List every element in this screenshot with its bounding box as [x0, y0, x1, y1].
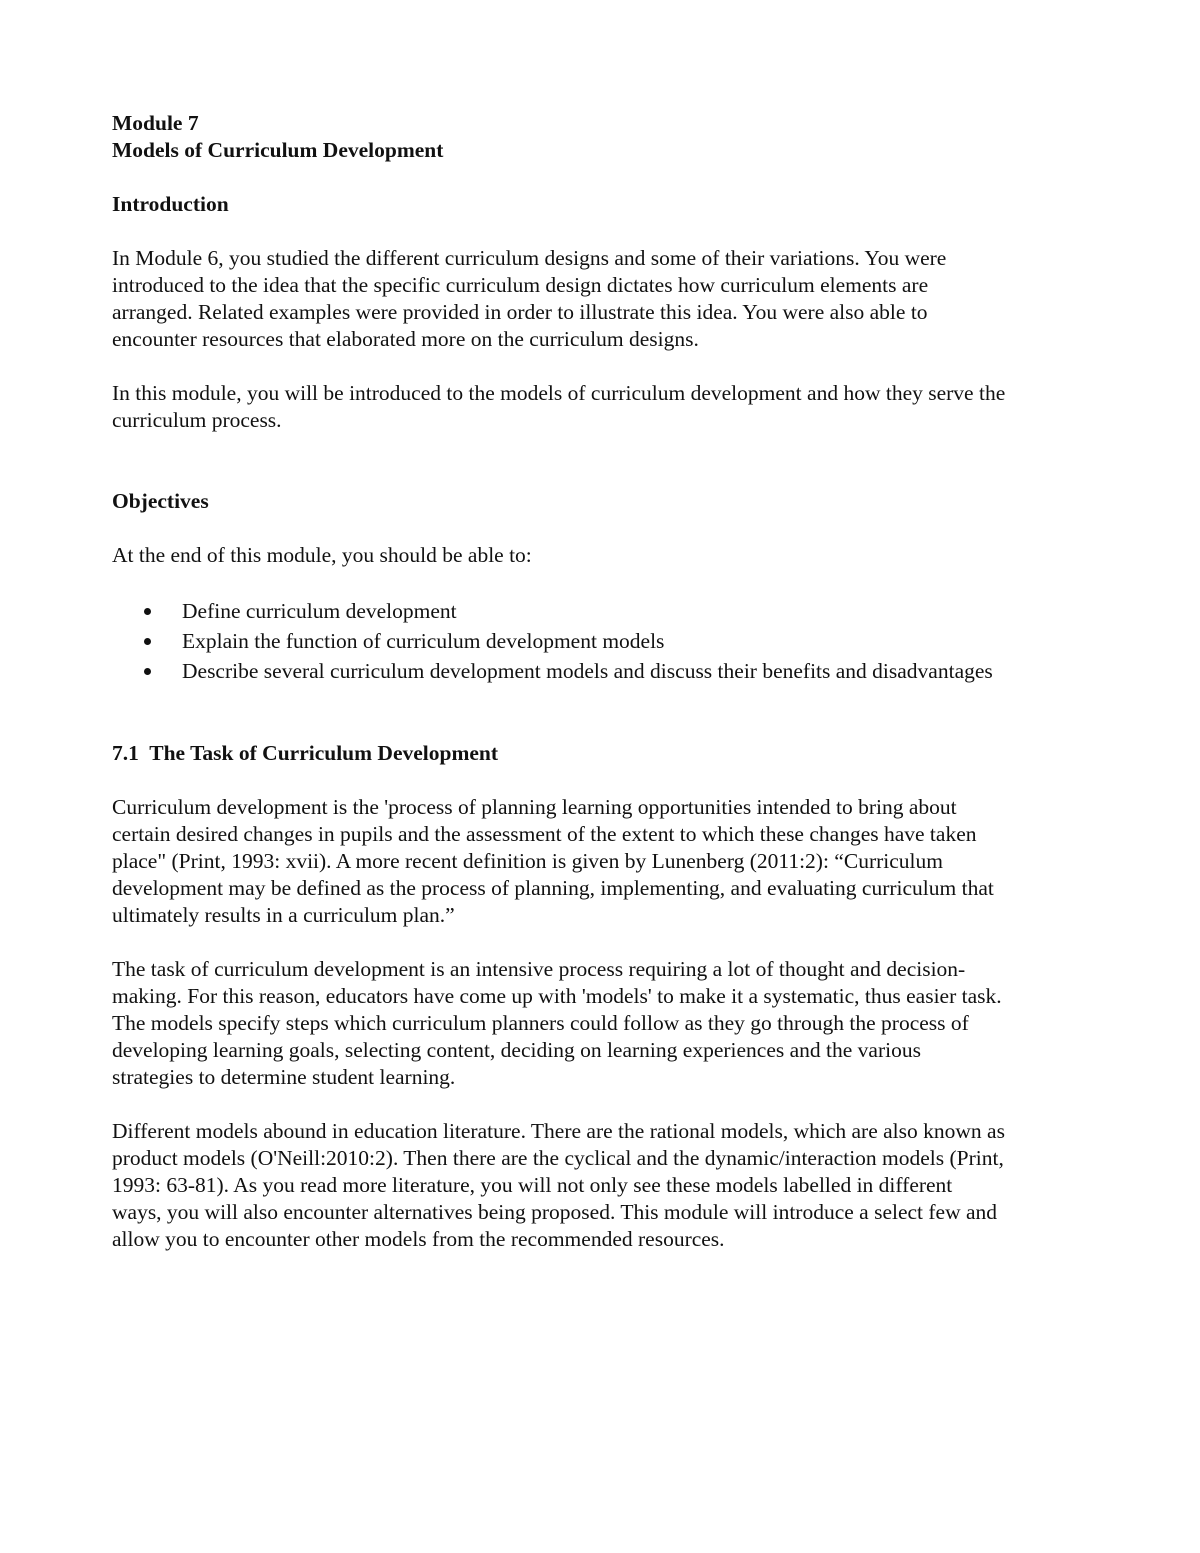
text-line: Curriculum development is the 'process of planning learning opportunities intended to bring about — [112, 795, 957, 819]
text-line: introduced to the idea that the specific curriculum design dictates how curriculum elements are — [112, 273, 929, 297]
text-line: The task of curriculum development is an intensive process requiring a lot of thought and decision- — [112, 957, 966, 981]
text-line: place" (Print, 1993: xvii). A more recent definition is given by Lunenberg (2011:2): “Curriculum — [112, 849, 943, 873]
list-item — [112, 656, 1102, 686]
module-title: Models of Curriculum Development — [112, 138, 444, 162]
list-item-text: Describe several curriculum development models and discuss their benefits and disadvantages — [182, 659, 993, 683]
list-item — [112, 596, 1102, 626]
list-item-text: Define curriculum development — [182, 599, 457, 623]
intro-paragraph-1 — [112, 245, 1102, 353]
spacer — [112, 713, 1102, 740]
text-line: encounter resources that elaborated more on the curriculum designs. — [112, 327, 699, 351]
text-line: In Module 6, you studied the different curriculum designs and some of their variations. You were — [112, 246, 947, 270]
module-label: Module 7 — [112, 111, 199, 135]
spacer — [112, 461, 1102, 488]
title-block — [112, 110, 1102, 164]
objectives-heading: Objectives — [112, 489, 209, 513]
section-7-1-paragraph-2 — [112, 956, 1102, 1091]
text-line: In this module, you will be introduced to the models of curriculum development and how they serve the — [112, 381, 1006, 405]
list-item — [112, 626, 1102, 656]
text-line: The models specify steps which curriculum planners could follow as they go through the process of — [112, 1011, 969, 1035]
section-7-1-heading: 7.1 The Task of Curriculum Development — [112, 741, 499, 765]
bullet-icon — [144, 668, 151, 675]
text-line: 1993: 63-81). As you read more literature, you will not only see these models labelled in different — [112, 1173, 953, 1197]
text-line: development may be defined as the process of planning, implementing, and evaluating curriculum that — [112, 876, 994, 900]
intro-heading: Introduction — [112, 192, 229, 216]
text-line: developing learning goals, selecting content, deciding on learning experiences and the various — [112, 1038, 921, 1062]
text-line: arranged. Related examples were provided in order to illustrate this idea. You were also able to — [112, 300, 928, 324]
text-line: strategies to determine student learning. — [112, 1065, 456, 1089]
text-line: ultimately results in a curriculum plan.” — [112, 903, 455, 927]
objectives-list — [112, 596, 1102, 686]
section-7-1-paragraph-3 — [112, 1118, 1102, 1253]
text-line: allow you to encounter other models from the recommended resources. — [112, 1227, 725, 1251]
objectives-lead: At the end of this module, you should be able to: — [112, 543, 532, 567]
text-line: curriculum process. — [112, 408, 282, 432]
text-line: product models (O'Neill:2010:2). Then there are the cyclical and the dynamic/interaction models (Print, — [112, 1146, 1004, 1170]
intro-paragraph-2 — [112, 380, 1102, 434]
text-line: making. For this reason, educators have come up with 'models' to make it a systematic, thus easier task. — [112, 984, 1002, 1008]
text-line: certain desired changes in pupils and the assessment of the extent to which these changes have taken — [112, 822, 977, 846]
text-line: Different models abound in education literature. There are the rational models, which are also known as — [112, 1119, 1005, 1143]
document-page — [112, 110, 1102, 1280]
section-7-1-paragraph-1 — [112, 794, 1102, 929]
list-item-text: Explain the function of curriculum development models — [182, 629, 665, 653]
bullet-icon — [144, 608, 151, 615]
text-line: ways, you will also encounter alternatives being proposed. This module will introduce a select few and — [112, 1200, 998, 1224]
bullet-icon — [144, 638, 151, 645]
